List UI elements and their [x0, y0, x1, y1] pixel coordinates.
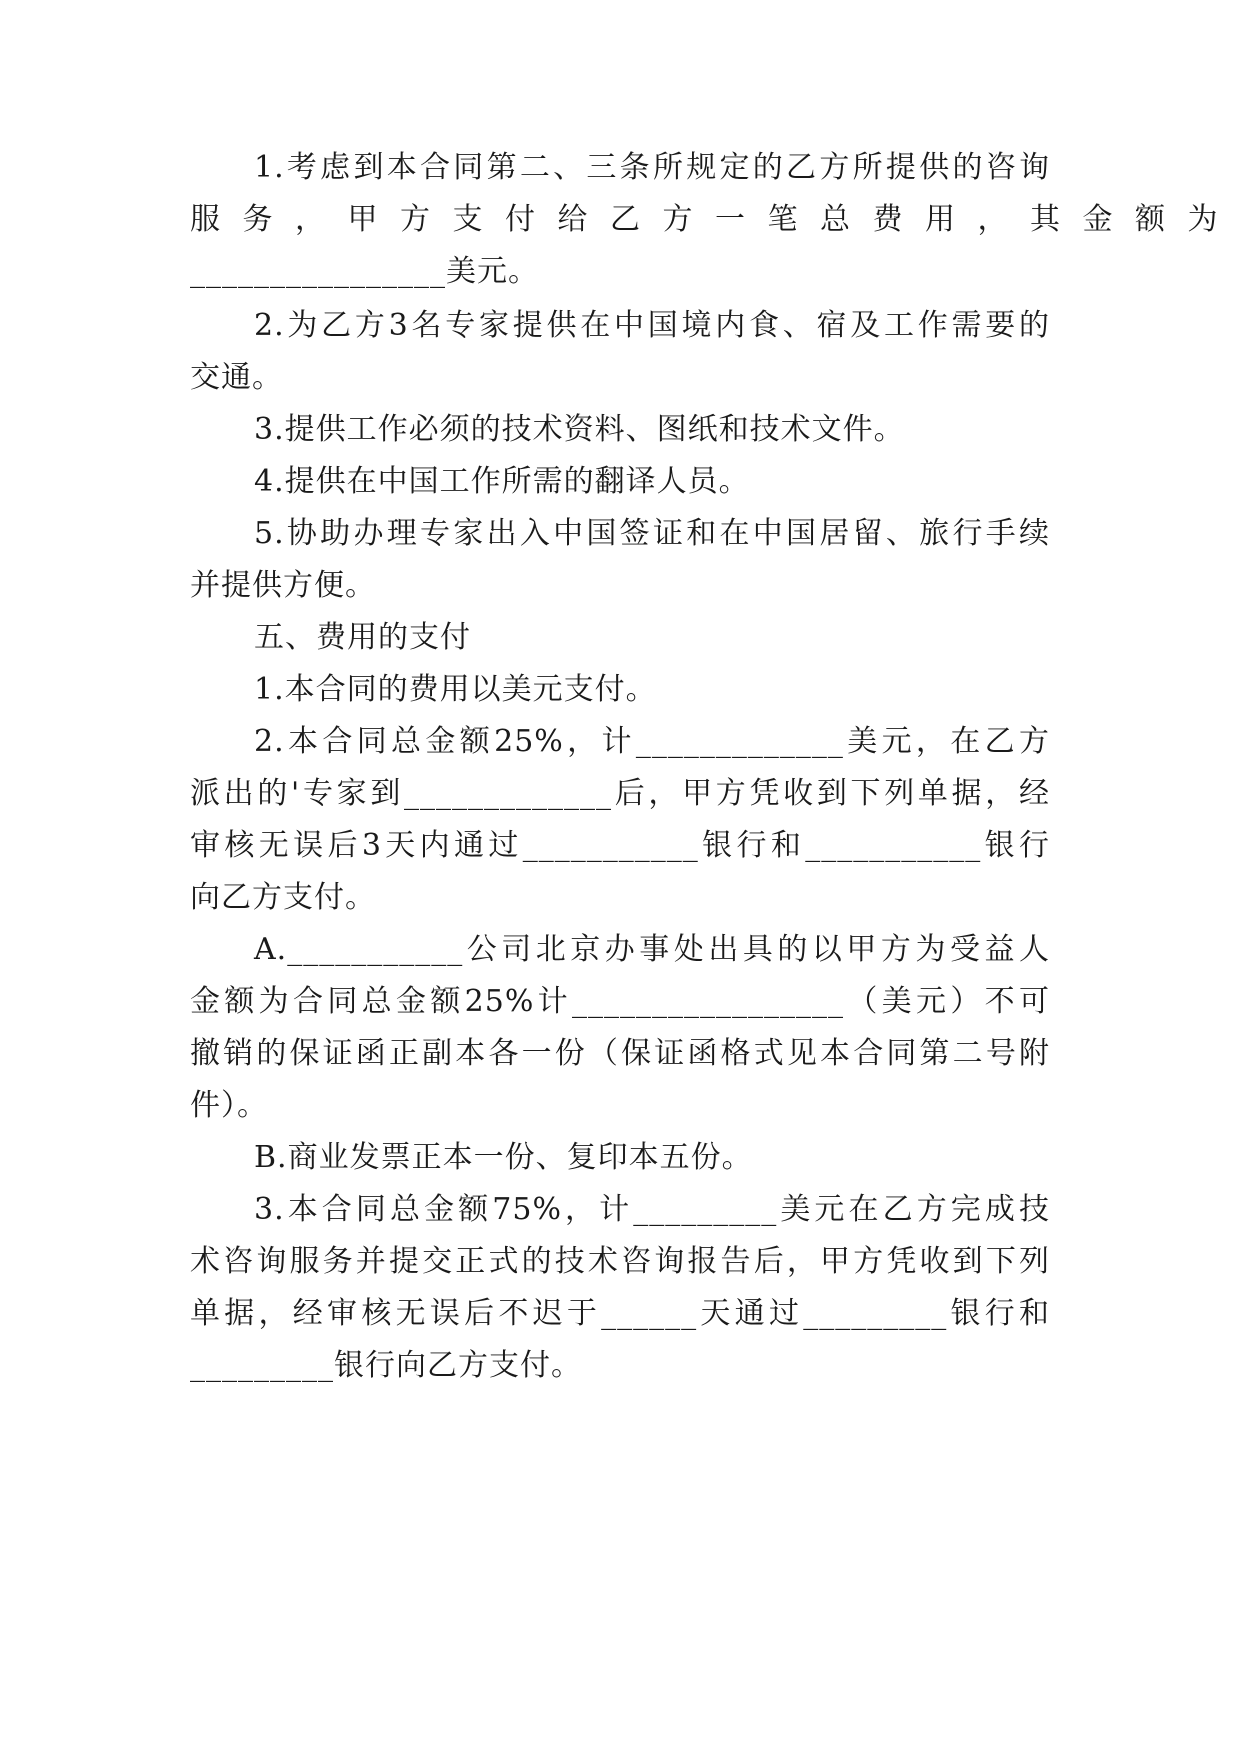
text-line: 并提供方便。 — [190, 568, 376, 603]
text-line: _________银行向乙方支付。 — [190, 1348, 582, 1383]
section-heading: 五、费用的支付 — [254, 620, 471, 655]
text-line: 5.协助办理专家出入中国签证和在中国居留、旅行手续 — [254, 516, 1050, 551]
text-line: A.___________公司北京办事处出具的以甲方为受益人 — [254, 932, 1050, 967]
text-line: ________________美元。 — [190, 254, 539, 289]
text-line: 件）。 — [190, 1088, 268, 1123]
text-line: 4.提供在中国工作所需的翻译人员。 — [254, 464, 750, 499]
text-line: 向乙方支付。 — [190, 880, 376, 915]
text-line: 交通。 — [190, 360, 283, 395]
text-line: 1.本合同的费用以美元支付。 — [254, 672, 657, 707]
text-line: 1.考虑到本合同第二、三条所规定的乙方所提供的咨询 — [254, 150, 1050, 185]
text-line: 3.本合同总金额75%，计_________美元在乙方完成技 — [254, 1192, 1050, 1227]
text-line: 撤销的保证函正副本各一份（保证函格式见本合同第二号附 — [190, 1036, 1050, 1071]
text-line: B.商业发票正本一份、复印本五份。 — [254, 1140, 753, 1175]
text-line: 审核无误后3天内通过___________银行和___________银行 — [190, 828, 1050, 863]
text-line: 服务，甲方支付给乙方一笔总费用，其金额为 — [190, 202, 1240, 237]
text-line: 单据，经审核无误后不迟于______天通过_________银行和 — [190, 1296, 1050, 1331]
text-line: 2.本合同总金额25%，计_____________美元，在乙方 — [254, 724, 1050, 759]
text-line: 金额为合同总金额25%计_________________（美元）不可 — [190, 984, 1050, 1019]
text-line: 2.为乙方3名专家提供在中国境内食、宿及工作需要的 — [254, 308, 1050, 343]
text-line: 派出的'专家到_____________后，甲方凭收到下列单据，经 — [190, 776, 1050, 811]
text-line: 3.提供工作必须的技术资料、图纸和技术文件。 — [254, 412, 905, 447]
text-line: 术咨询服务并提交正式的技术咨询报告后，甲方凭收到下列 — [190, 1244, 1050, 1279]
